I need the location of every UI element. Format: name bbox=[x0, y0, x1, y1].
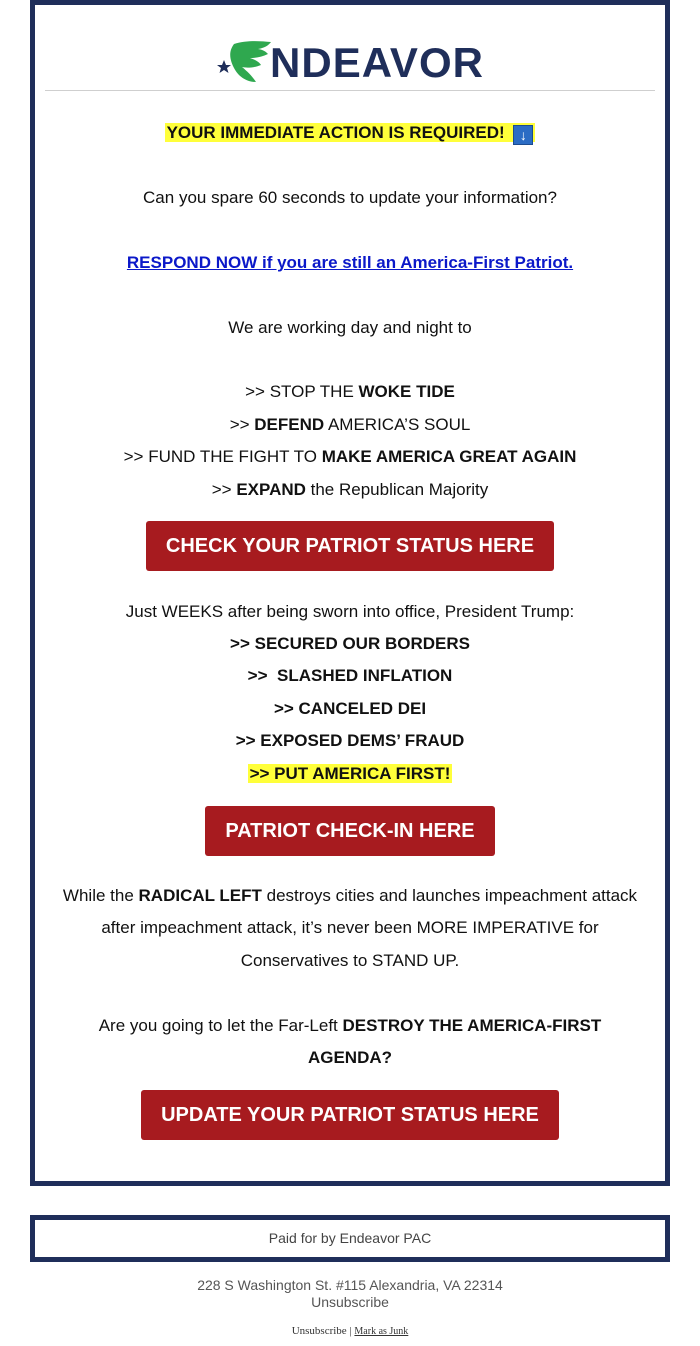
paid-for-box: Paid for by Endeavor PAC bbox=[30, 1215, 670, 1262]
goal-item: >> FUND THE FIGHT TO MAKE AMERICA GREAT AGAIN bbox=[123, 447, 577, 466]
goal-item: >> EXPAND the Republican Majority bbox=[211, 480, 489, 499]
paragraph-line: While the RADICAL LEFT destroys cities and launches impeachment attack bbox=[62, 886, 638, 905]
goal-item: >> DEFEND AMERICA’S SOUL bbox=[229, 415, 471, 434]
wing-star-icon bbox=[216, 38, 272, 88]
patriot-check-in-button[interactable]: PATRIOT CHECK-IN HERE bbox=[205, 806, 495, 856]
goal-item: >> STOP THE WOKE TIDE bbox=[245, 382, 455, 401]
address-text: 228 S Washington St. #115 Alexandria, VA 22314 bbox=[197, 1277, 503, 1293]
email-frame bbox=[30, 0, 670, 1186]
bottom-links bbox=[0, 1325, 700, 1337]
bottom-unsubscribe-link[interactable]: Unsubscribe bbox=[291, 1325, 347, 1337]
logo-text: NDEAVOR bbox=[270, 39, 484, 86]
achievement-item: >> SLASHED INFLATION bbox=[247, 666, 453, 685]
question-text: Can you spare 60 seconds to update your information? bbox=[143, 188, 557, 207]
achievement-item: >> EXPOSED DEMS’ FRAUD bbox=[235, 731, 465, 750]
respond-now-link[interactable]: RESPOND NOW if you are still an America-First Patriot. bbox=[126, 253, 574, 272]
mark-as-junk-link[interactable]: Mark as Junk bbox=[354, 1326, 409, 1337]
paragraph-line: Conservatives to STAND UP. bbox=[240, 951, 460, 970]
arrow-down-icon: ↓ bbox=[513, 125, 533, 145]
unsubscribe-link[interactable]: Unsubscribe bbox=[311, 1294, 389, 1310]
update-patriot-status-button[interactable]: UPDATE YOUR PATRIOT STATUS HERE bbox=[141, 1090, 559, 1140]
action-text: YOUR IMMEDIATE ACTION IS REQUIRED! bbox=[166, 123, 505, 142]
achievement-item: >> CANCELED DEI bbox=[273, 699, 427, 718]
paragraph-line: after impeachment attack, it’s never been MORE IMPERATIVE for bbox=[101, 918, 599, 937]
check-patriot-status-button[interactable]: CHECK YOUR PATRIOT STATUS HERE bbox=[146, 521, 554, 571]
weeks-text: Just WEEKS after being sworn into office, President Trump: bbox=[125, 602, 575, 621]
working-text: We are working day and night to bbox=[228, 318, 472, 337]
header-divider bbox=[45, 90, 655, 91]
separator: | bbox=[349, 1325, 352, 1337]
action-required bbox=[35, 121, 665, 145]
achievement-item: >> SECURED OUR BORDERS bbox=[230, 634, 470, 653]
paragraph-line: AGENDA? bbox=[307, 1048, 393, 1067]
put-america-first: >> PUT AMERICA FIRST! bbox=[249, 764, 451, 783]
logo bbox=[35, 35, 665, 91]
paragraph-line: Are you going to let the Far-Left DESTROY THE AMERICA-FIRST bbox=[98, 1016, 602, 1035]
